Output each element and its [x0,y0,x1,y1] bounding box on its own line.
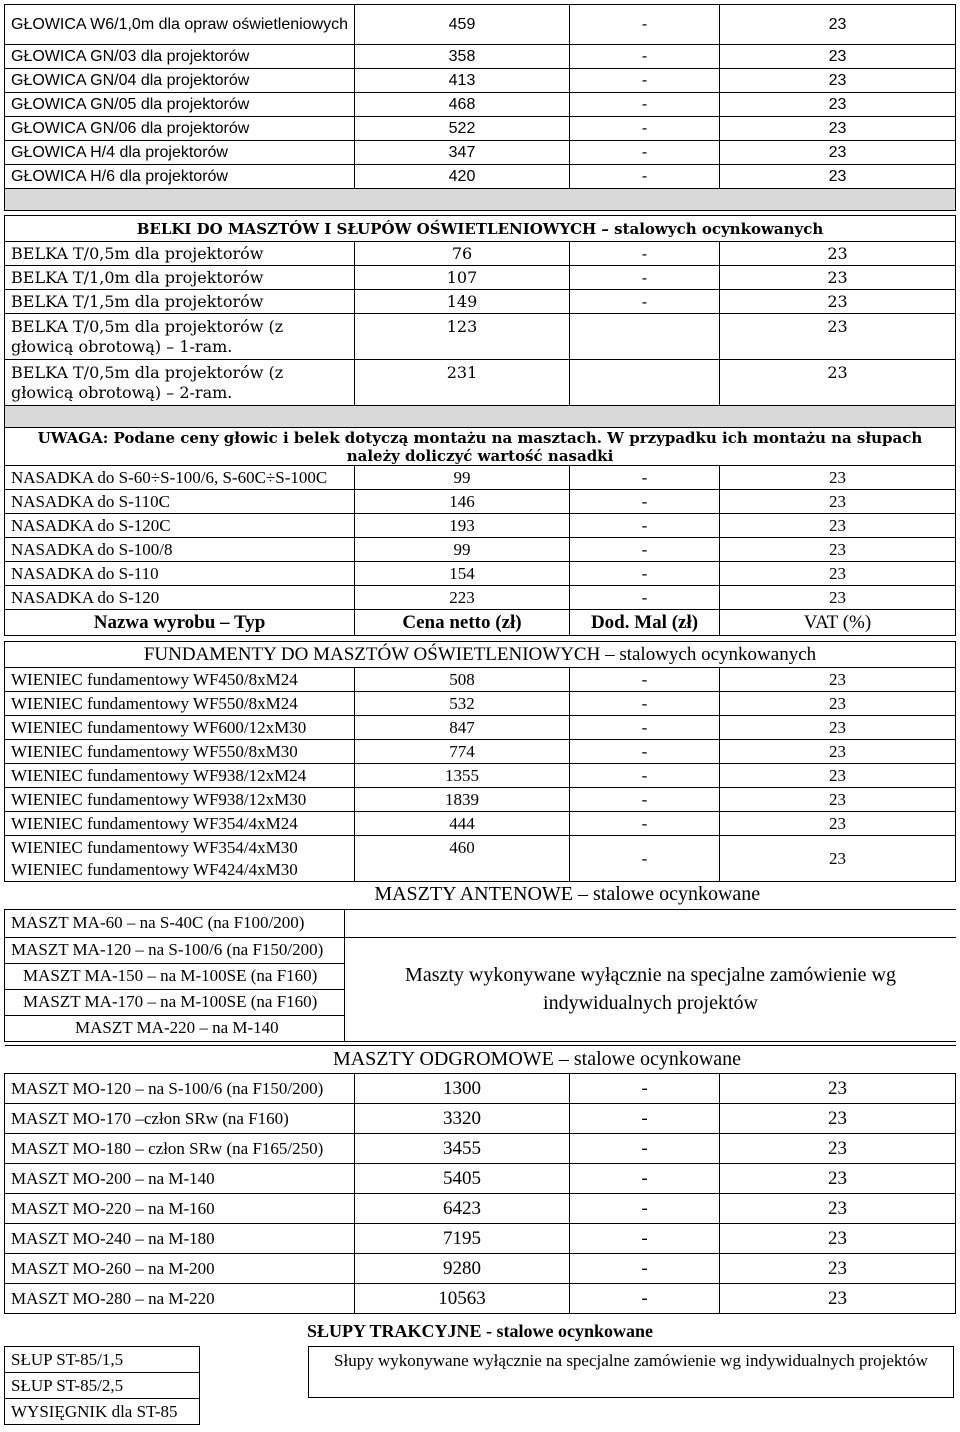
price: 231 [355,360,570,406]
table-row [5,45,956,69]
price: 3455 [355,1134,570,1164]
table-row [5,117,956,141]
extra-price: - [570,45,720,69]
vat: 23 [720,812,956,836]
product-name: WIENIEC fundamentowy WF550/8xM30 [5,740,355,764]
table-row [5,242,956,266]
vat: 23 [720,788,956,812]
price: 76 [355,242,570,266]
table-row [5,1347,200,1373]
product-name: BELKA T/0,5m dla projektorów [5,242,355,266]
product-name: NASADKA do S-110 [5,562,355,586]
price: 5405 [355,1164,570,1194]
section-title: BELKI DO MASZTÓW I SŁUPÓW OŚWIETLENIOWYCH – stalowych ocynkowanych [5,216,956,242]
product-name: MASZT MA-170 – na M-100SE (na F160) [5,989,345,1015]
vat: 23 [720,1074,956,1104]
extra-price: - [570,788,720,812]
price: 10563 [355,1284,570,1314]
vat: 23 [720,141,956,165]
product-name: MASZT MA-60 – na S-40C (na F100/200) [5,909,345,937]
extra-price: - [570,1104,720,1134]
extra-price: - [570,1134,720,1164]
section-title-row [5,881,957,909]
table-row [5,764,956,788]
table-row [5,514,956,538]
extra-price: - [570,242,720,266]
product-name: GŁOWICA W6/1,0m dla opraw oświetleniowych [5,5,355,45]
price: 1300 [355,1074,570,1104]
extra-price: - [570,1074,720,1104]
table-row [5,266,956,290]
vat: 23 [720,5,956,45]
product-name: SŁUP ST-85/1,5 [5,1347,200,1373]
special-order-note: Słupy wykonywane wyłącznie na specjalne zamówienie wg indywidualnych projektów [308,1346,954,1398]
vat: 23 [720,45,956,69]
product-name: MASZT MO-220 – na M-160 [5,1194,355,1224]
price: 459 [355,5,570,45]
price: 1839 [355,788,570,812]
extra-price: - [570,1194,720,1224]
product-name: WIENIEC fundamentowy WF938/12xM24 [5,764,355,788]
separator-row [5,406,956,428]
price: 99 [355,466,570,490]
vat: 23 [720,764,956,788]
extra-price: - [570,290,720,314]
traction-poles-table [4,1346,200,1425]
vat: 23 [720,586,956,610]
product-name: WIENIEC fundamentowy WF550/8xM24 [5,692,355,716]
extra-price: - [570,836,720,882]
extra-price: - [570,266,720,290]
vat: 23 [720,1224,956,1254]
vat: 23 [720,692,956,716]
extra-price: - [570,165,720,189]
price: 3320 [355,1104,570,1134]
section-title: SŁUPY TRAKCYJNE - stalowe ocynkowane [306,1321,654,1341]
column-header-price: Cena netto (zł) [355,610,570,636]
caps-table [4,427,956,636]
vat: 23 [720,668,956,692]
price: 1355 [355,764,570,788]
product-name: WIENIEC fundamentowy WF600/12xM30 [5,716,355,740]
table-row [5,1254,956,1284]
table-row [5,5,956,45]
vat: 23 [720,716,956,740]
column-header-vat: VAT (%) [720,610,956,636]
table-row [5,538,956,562]
section-title: FUNDAMENTY DO MASZTÓW OŚWIETLENIOWYCH – stalowych ocynkowanych [5,642,956,668]
extra-price: - [570,1254,720,1284]
extra-price: - [570,538,720,562]
product-name: MASZT MA-150 – na M-100SE (na F160) [5,963,345,989]
extra-price: - [570,764,720,788]
extra-price: - [570,141,720,165]
beams-table [4,215,956,428]
section-title-row [5,216,956,242]
price: 508 [355,668,570,692]
vat: 23 [720,740,956,764]
product-name: SŁUP ST-85/2,5 [5,1373,200,1399]
price: 847 [355,716,570,740]
product-name: MASZT MA-220 – na M-140 [5,1015,345,1041]
price: 468 [355,93,570,117]
product-name: MASZT MO-260 – na M-200 [5,1254,355,1284]
vat: 23 [720,266,956,290]
extra-price: - [570,93,720,117]
product-name: GŁOWICA H/4 dla projektorów [5,141,355,165]
product-name: MASZT MO-200 – na M-140 [5,1164,355,1194]
table-row [5,69,956,93]
product-name-group [5,836,355,882]
product-name: MASZT MA-120 – na S-100/6 (na F150/200) [5,937,345,963]
price: 532 [355,692,570,716]
section-title: MASZTY ANTENOWE – stalowe ocynkowane [5,881,957,909]
price: 413 [355,69,570,93]
vat: 23 [720,1134,956,1164]
lightning-masts-table [4,1045,956,1314]
vat: 23 [720,514,956,538]
extra-price: - [570,490,720,514]
extra-price [570,314,720,360]
price: 223 [355,586,570,610]
price: 154 [355,562,570,586]
vat: 23 [720,836,956,882]
vat: 23 [720,1254,956,1284]
table-row [5,360,956,406]
product-name: MASZT MO-240 – na M-180 [5,1224,355,1254]
price: 6423 [355,1194,570,1224]
table-row [5,141,956,165]
extra-price: - [570,514,720,538]
price: 193 [355,514,570,538]
price: 123 [355,314,570,360]
vat: 23 [720,1194,956,1224]
table-row [5,1074,956,1104]
price: 149 [355,290,570,314]
vat: 23 [720,360,956,406]
product-name: WYSIĘGNIK dla ST-85 [5,1399,200,1425]
note-text: UWAGA: Podane ceny głowic i belek dotyczą montażu na masztach. W przypadku ich montażu na słupach należy doliczyć wartość nasadki [5,428,956,466]
table-row [5,93,956,117]
section-title-row [5,642,956,668]
product-name: BELKA T/0,5m dla projektorów (z głowicą obrotową) – 2-ram. [5,360,355,406]
product-name: NASADKA do S-100/8 [5,538,355,562]
table-row [5,692,956,716]
separator-row [5,189,956,211]
extra-price: - [570,1164,720,1194]
table-row [5,586,956,610]
vat: 23 [720,69,956,93]
table-row [5,466,956,490]
price: 774 [355,740,570,764]
price: 9280 [355,1254,570,1284]
vat: 23 [720,1164,956,1194]
note-row [5,428,956,466]
price: 444 [355,812,570,836]
vat: 23 [720,562,956,586]
table-row [5,812,956,836]
table-row [5,1399,200,1425]
extra-price: - [570,692,720,716]
vat: 23 [720,290,956,314]
price: 522 [355,117,570,141]
vat: 23 [720,466,956,490]
price: 347 [355,141,570,165]
product-name: WIENIEC fundamentowy WF424/4xM30 [11,859,298,879]
table-row [5,1134,956,1164]
table-row [5,740,956,764]
product-name: GŁOWICA GN/03 dla projektorów [5,45,355,69]
product-name: BELKA T/1,5m dla projektorów [5,290,355,314]
table-row [5,490,956,514]
vat: 23 [720,314,956,360]
product-name: NASADKA do S-120C [5,514,355,538]
special-order-note: Maszty wykonywane wyłącznie na specjalne zamówienie wg indywidualnych projektów [345,937,957,1041]
price: 107 [355,266,570,290]
product-name: GŁOWICA GN/04 dla projektorów [5,69,355,93]
table-row [5,1373,200,1399]
product-name: NASADKA do S-120 [5,586,355,610]
table-row [5,165,956,189]
product-name: NASADKA do S-110C [5,490,355,514]
product-name: WIENIEC fundamentowy WF354/4xM30 [11,837,298,857]
vat: 23 [720,1284,956,1314]
extra-price: - [570,117,720,141]
product-name: WIENIEC fundamentowy WF354/4xM24 [5,812,355,836]
vat: 23 [720,165,956,189]
extra-price [570,360,720,406]
extra-price: - [570,668,720,692]
antenna-masts-table [4,881,956,1042]
vat: 23 [720,93,956,117]
table-row [5,1104,956,1134]
table-row [5,1284,956,1314]
table-row [5,314,956,360]
extra-price: - [570,1224,720,1254]
price: 146 [355,490,570,514]
product-name: WIENIEC fundamentowy WF938/12xM30 [5,788,355,812]
foundations-table [4,641,956,882]
table-row [5,1194,956,1224]
extra-price: - [570,5,720,45]
section-title-row [5,1046,956,1074]
extra-price: - [570,812,720,836]
extra-price: - [570,562,720,586]
heads-table [4,4,956,211]
product-name: MASZT MO-170 –człon SRw (na F160) [5,1104,355,1134]
product-name: MASZT MO-180 – człon SRw (na F165/250) [5,1134,355,1164]
product-name: GŁOWICA GN/06 dla projektorów [5,117,355,141]
price: 420 [355,165,570,189]
extra-price: - [570,69,720,93]
vat: 23 [720,538,956,562]
table-row [5,909,957,937]
price: 358 [355,45,570,69]
vat: 23 [720,242,956,266]
vat: 23 [720,117,956,141]
extra-price: - [570,586,720,610]
product-name: GŁOWICA GN/05 dla projektorów [5,93,355,117]
section-title: MASZTY ODGROMOWE – stalowe ocynkowane [5,1046,956,1074]
vat: 23 [720,1104,956,1134]
product-name: NASADKA do S-60÷S-100/6, S-60C÷S-100C [5,466,355,490]
product-name: BELKA T/0,5m dla projektorów (z głowicą obrotową) – 1-ram. [5,314,355,360]
table-row [5,668,956,692]
table-row [5,937,957,963]
table-row [5,836,956,882]
table-row [5,716,956,740]
product-name: WIENIEC fundamentowy WF450/8xM24 [5,668,355,692]
price: 7195 [355,1224,570,1254]
column-header-row [5,610,956,636]
product-name: GŁOWICA H/6 dla projektorów [5,165,355,189]
column-header-extra: Dod. Mal (zł) [570,610,720,636]
price: 460 [355,836,570,882]
price: 99 [355,538,570,562]
product-name: BELKA T/1,0m dla projektorów [5,266,355,290]
extra-price: - [570,466,720,490]
extra-price: - [570,716,720,740]
column-header-name: Nazwa wyrobu – Typ [5,610,355,636]
product-name: MASZT MO-280 – na M-220 [5,1284,355,1314]
extra-price: - [570,740,720,764]
table-row [5,788,956,812]
table-row [5,290,956,314]
table-row [5,1224,956,1254]
table-row [5,562,956,586]
vat: 23 [720,490,956,514]
table-row [5,1164,956,1194]
product-name: MASZT MO-120 – na S-100/6 (na F150/200) [5,1074,355,1104]
extra-price: - [570,1284,720,1314]
